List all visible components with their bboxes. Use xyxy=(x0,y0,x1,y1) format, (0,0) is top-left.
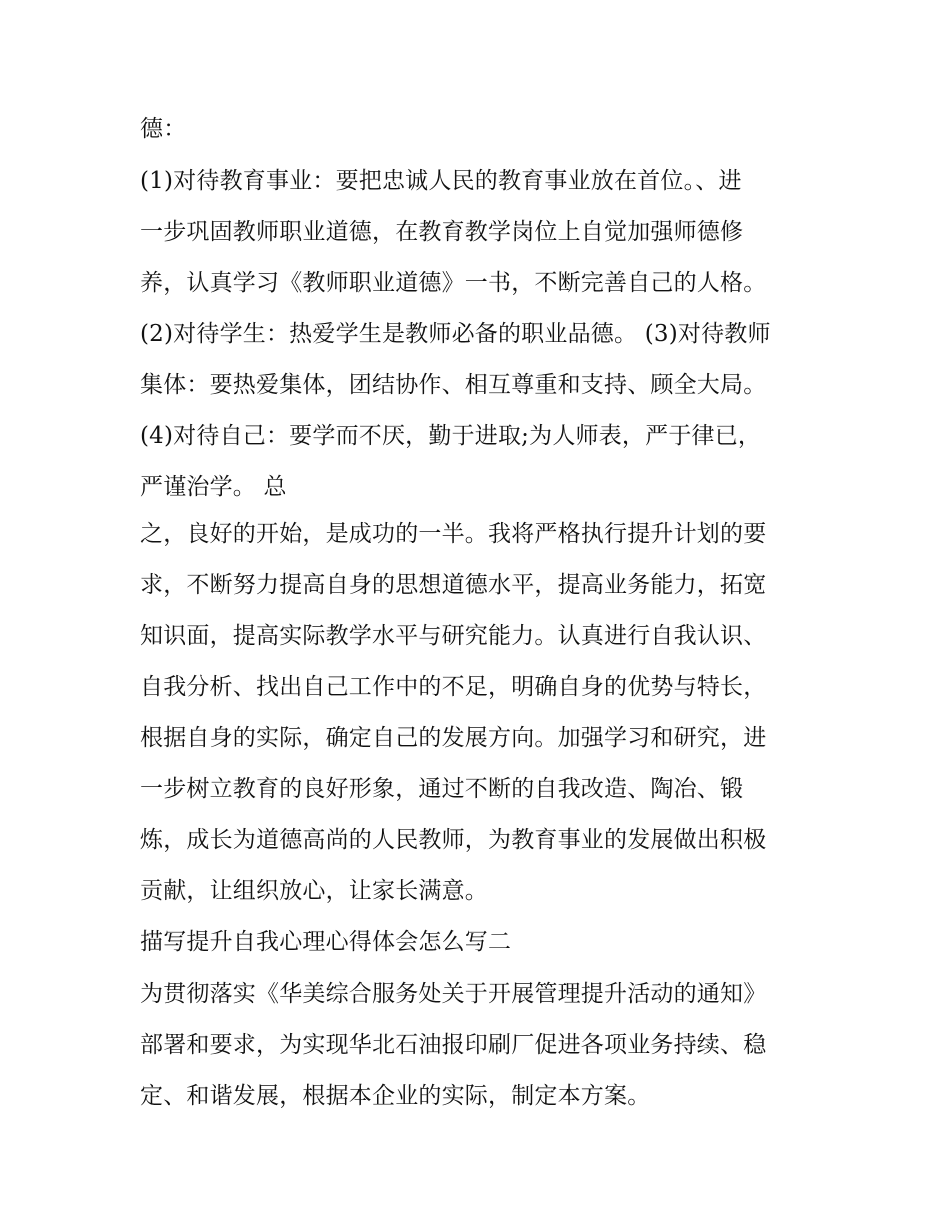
text-line: 根据自身的实际，确定自己的发展方向。加强学习和研究，进 xyxy=(140,725,767,751)
text-line: 求，不断努力提高自身的思想道德水平，提高业务能力，拓宽 xyxy=(140,572,767,598)
text-line: (4)对待自己：要学而不厌，勤于进取;为人师表，严于律已， xyxy=(140,423,762,449)
text-line: 贡献，让组织放心，让家长满意。 xyxy=(140,878,488,904)
text-line: (1)对待教育事业：要把忠诚人民的教育事业放在首位。、进 xyxy=(140,168,742,194)
text-line: 炼，成长为道德高尚的人民教师，为教育事业的发展做出积极 xyxy=(140,827,767,853)
text-line: 一步巩固教师职业道德，在教育教学岗位上自觉加强师德修 xyxy=(140,219,744,245)
text-line: 严谨治学。 总 xyxy=(140,474,287,500)
text-line: 为贯彻落实《华美综合服务处关于开展管理提升活动的通知》 xyxy=(140,981,767,1007)
text-line: 德： xyxy=(140,116,187,142)
text-line: 定、和谐发展，根据本企业的实际，制定本方案。 xyxy=(140,1083,651,1109)
text-line: 自我分析、找出自己工作中的不足，明确自身的优势与特长， xyxy=(140,674,767,700)
text-line: 集体：要热爱集体，团结协作、相互尊重和支持、顾全大局。 xyxy=(140,372,767,398)
text-line: 一步树立教育的良好形象，通过不断的自我改造、陶冶、锻 xyxy=(140,776,744,802)
text-line: (2)对待学生：热爱学生是教师必备的职业品德。 (3)对待教师 xyxy=(140,321,771,347)
text-line: 之，良好的开始，是成功的一半。我将严格执行提升计划的要 xyxy=(140,521,767,547)
section-heading: 描写提升自我心理心得体会怎么写二 xyxy=(140,929,512,955)
text-line: 部署和要求，为实现华北石油报印刷厂促进各项业务持续、稳 xyxy=(140,1032,767,1058)
text-line: 知识面，提高实际教学水平与研究能力。认真进行自我认识、 xyxy=(140,623,767,649)
text-line: 养，认真学习《教师职业道德》一书，不断完善自己的人格。 xyxy=(140,270,767,296)
